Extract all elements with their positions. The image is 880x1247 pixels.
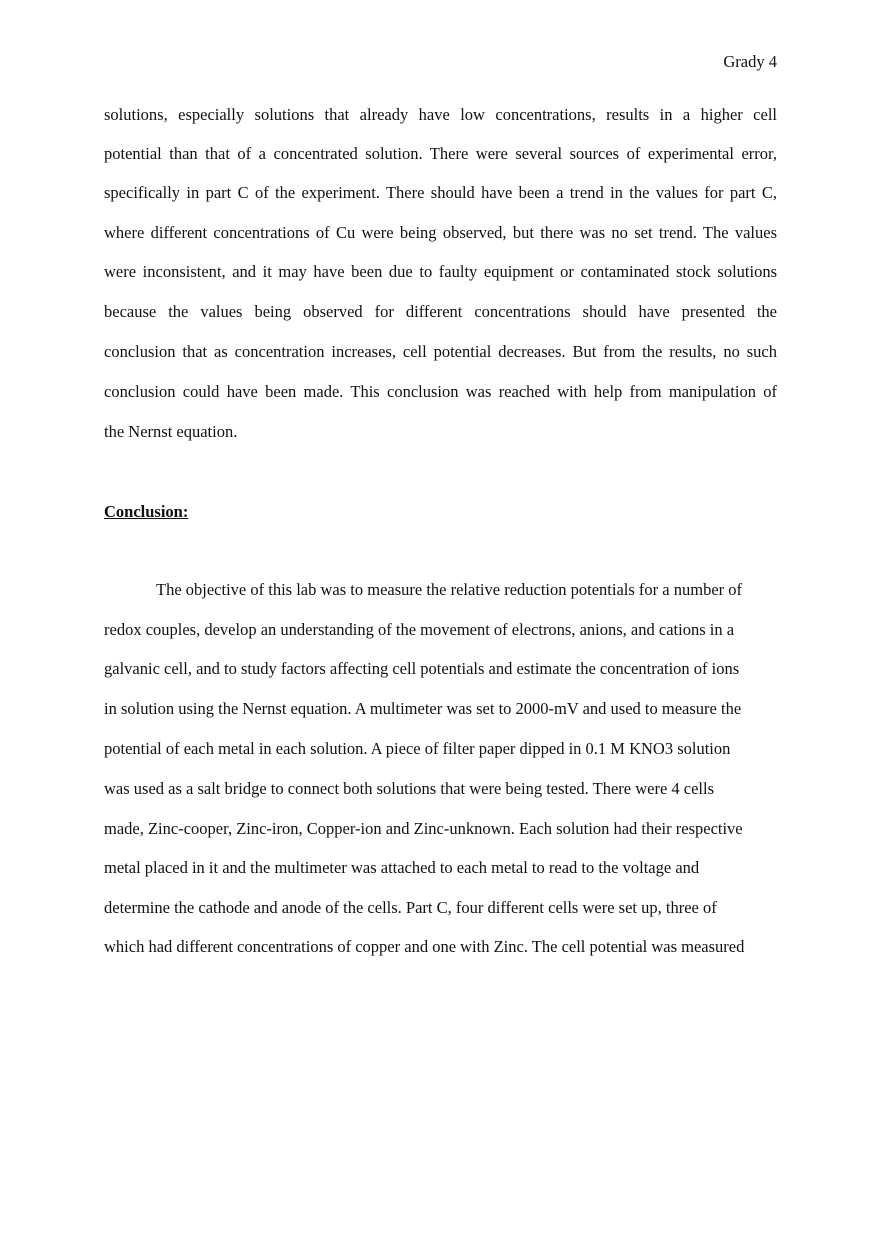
text-line: potential of each metal in each solution. A piece of filter paper dipped in 0.1 M KNO3 solution bbox=[104, 739, 731, 758]
text-line: metal placed in it and the multimeter was attached to each metal to read to the voltage and bbox=[104, 858, 700, 877]
text-line: were inconsistent, and it may have been due to faulty equipment or contaminated stock solutions bbox=[104, 262, 777, 281]
section-heading-conclusion: Conclusion: bbox=[104, 502, 189, 521]
text-line: where different concentrations of Cu were being observed, but there was no set trend. The values bbox=[104, 223, 777, 242]
text-line: the Nernst equation. bbox=[104, 422, 238, 441]
text-line: conclusion could have been made. This conclusion was reached with help from manipulation of bbox=[104, 382, 777, 401]
text-line: made, Zinc-cooper, Zinc-iron, Copper-ion and Zinc-unknown. Each solution had their respective bbox=[104, 819, 743, 838]
text-line: The objective of this lab was to measure the relative reduction potentials for a number of bbox=[156, 580, 743, 599]
running-head: Grady 4 bbox=[723, 52, 777, 71]
text-line: in solution using the Nernst equation. A multimeter was set to 2000-mV and used to measure the bbox=[104, 699, 742, 718]
text-line: was used as a salt bridge to connect both solutions that were being tested. There were 4 cells bbox=[104, 779, 715, 798]
text-line: specifically in part C of the experiment. There should have been a trend in the values for part C, bbox=[104, 183, 777, 202]
text-line: conclusion that as concentration increases, cell potential decreases. But from the results, no such bbox=[104, 342, 777, 361]
text-line: potential than that of a concentrated solution. There were several sources of experimental error, bbox=[104, 144, 777, 163]
text-line: solutions, especially solutions that already have low concentrations, results in a higher cell bbox=[104, 105, 777, 124]
text-line: redox couples, develop an understanding of the movement of electrons, anions, and cations in a bbox=[104, 620, 735, 639]
text-line: galvanic cell, and to study factors affecting cell potentials and estimate the concentration of ions bbox=[104, 659, 740, 678]
text-line: determine the cathode and anode of the cells. Part C, four different cells were set up, three of bbox=[104, 898, 717, 917]
text-line: because the values being observed for different concentrations should have presented the bbox=[104, 302, 777, 321]
text-line: which had different concentrations of copper and one with Zinc. The cell potential was measured bbox=[104, 937, 745, 956]
